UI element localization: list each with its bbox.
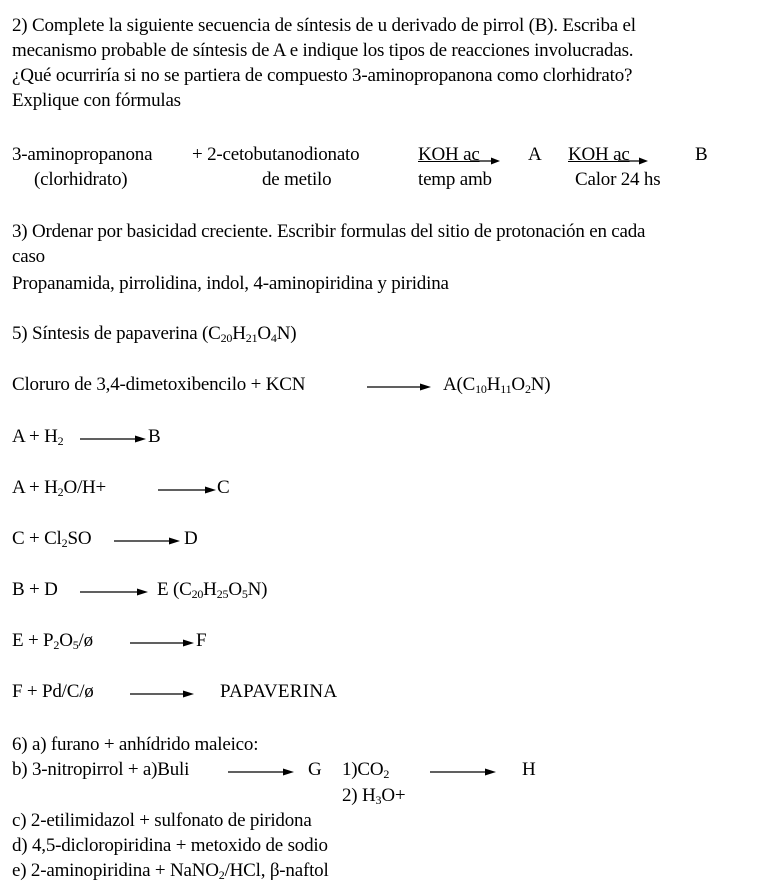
q6-item-c: c) 2-etilimidazol + sulfonato de piridona: [12, 810, 312, 831]
q2-arrow-1: [470, 156, 500, 166]
q2-line-3: ¿Qué ocurriría si no se partiera de compuesto 3-aminopropanona como clorhidrato?: [12, 65, 633, 86]
q5-reaction-1-reactants: Cloruro de 3,4-dimetoxibencilo + KCN: [12, 374, 306, 395]
q5-reaction-1-arrow: [367, 382, 431, 392]
q2-line-1: 2) Complete la siguiente secuencia de síntesis de u derivado de pirrol (B). Escriba el: [12, 15, 636, 36]
q2-condition-2-bottom: Calor 24 hs: [575, 169, 661, 190]
q2-reactant-1: 3-aminopropanona: [12, 144, 153, 165]
q5-reaction-5-product: E $(C_{20}H_{25}O_5N)$: [157, 579, 268, 601]
q5-reaction-1-product: $A(C_{10}H_{11}O_2N)$: [443, 374, 551, 396]
q5-reaction-3-arrow: [158, 485, 216, 495]
q3-line-2: caso: [12, 246, 45, 267]
q3-line-1: 3) Ordenar por basicidad creciente. Escribir formulas del sitio de protonación en cada: [12, 221, 646, 242]
q5-reaction-5-reactants: B + D: [12, 579, 58, 600]
q6-item-b-reactants: b) 3-nitropirrol + a)Buli: [12, 759, 190, 780]
q5-reaction-6-reactants: $E + P_2O_5/ø$: [12, 630, 93, 652]
q5-reaction-4-arrow: [114, 536, 180, 546]
q5-reaction-3-product: C: [217, 477, 230, 498]
q2-condition-1-top: KOH ac: [418, 144, 480, 165]
q2-line-2: mecanismo probable de síntesis de A e indique los tipos de reacciones involucradas.: [12, 40, 634, 61]
q2-product-a: A: [528, 144, 542, 165]
q6-item-e: e) 2-aminopiridina + NaNO$_2$/HCl, β-naftol: [12, 860, 329, 882]
q2-condition-2-top: KOH ac: [568, 144, 630, 165]
q5-reaction-7-reactants: F + Pd/C/ø: [12, 681, 94, 702]
q2-reactant-2-note: de metilo: [262, 169, 332, 190]
q5-reaction-2-product: B: [148, 426, 161, 447]
q5-reaction-5-arrow: [80, 587, 148, 597]
q5-reaction-3-reactants: $A + H_2O/H+$: [12, 477, 107, 499]
q6-item-a: 6) a) furano + anhídrido maleico:: [12, 734, 259, 755]
q2-condition-1-bottom: temp amb: [418, 169, 492, 190]
q6-item-b-step-1: $1)CO_2$: [342, 759, 390, 781]
q6-item-d: d) 4,5-dicloropiridina + metoxido de sodio: [12, 835, 328, 856]
q6-item-b-arrow-2: [430, 767, 496, 777]
q2-product-b: B: [695, 144, 708, 165]
q5-reaction-7-product: PAPAVERINA: [220, 681, 338, 702]
q6-item-b-arrow-1: [228, 767, 294, 777]
q2-line-4: Explique con fórmulas: [12, 90, 181, 111]
q2-reactant-1-note: (clorhidrato): [34, 169, 128, 190]
q5-reaction-2-reactants: $A + H_2$: [12, 426, 64, 448]
q5-reaction-2-arrow: [80, 434, 146, 444]
q5-reaction-6-arrow: [130, 638, 194, 648]
q3-line-3: Propanamida, pirrolidina, indol, 4-aminopiridina y piridina: [12, 273, 449, 294]
q6-item-b-step-2: 2) $H_3O+$: [342, 785, 406, 807]
q5-reaction-7-arrow: [130, 689, 194, 699]
q6-item-b-h: H: [522, 759, 536, 780]
q5-title: 5) Síntesis de papaverina $(C_{20}H_{21}O_4N)$: [12, 323, 297, 345]
q6-item-b-g: G: [308, 759, 322, 780]
q5-reaction-4-product: D: [184, 528, 198, 549]
q2-reactant-2: + 2-cetobutanodionato: [192, 144, 360, 165]
q2-arrow-2: [618, 156, 648, 166]
q5-reaction-6-product: F: [196, 630, 207, 651]
q5-reaction-4-reactants: $C + Cl_2SO$: [12, 528, 92, 550]
